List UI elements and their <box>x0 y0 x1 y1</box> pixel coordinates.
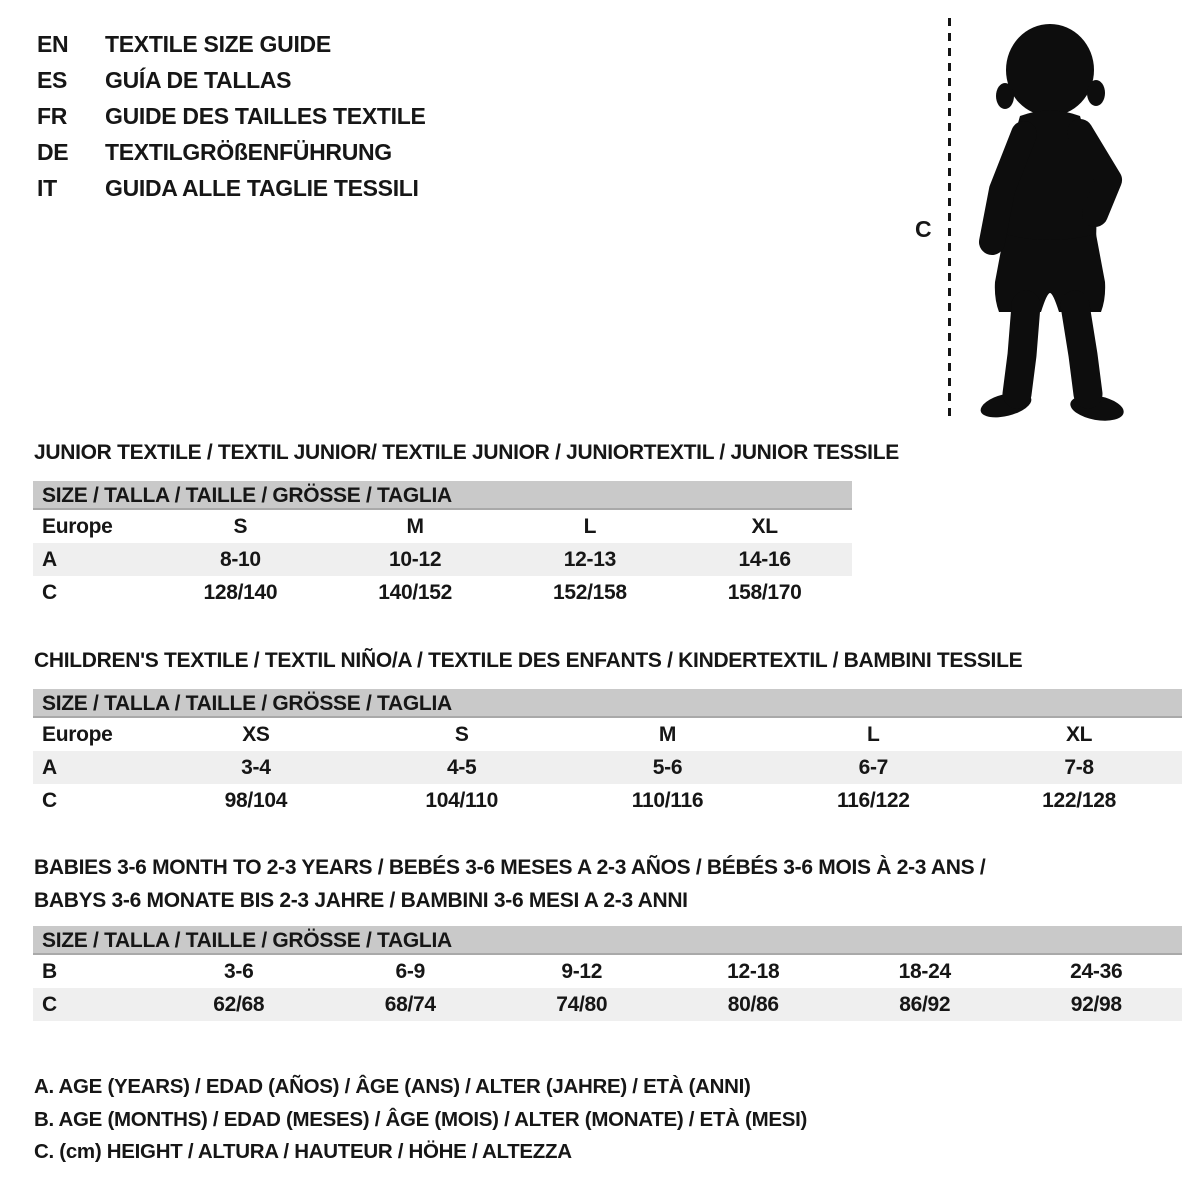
size-value: 3-4 <box>241 755 271 779</box>
size-value: 7-8 <box>1064 755 1094 779</box>
size-row-b <box>33 955 1182 988</box>
size-value: 140/152 <box>378 580 453 604</box>
guide-title: GUÍA DE TALLAS <box>105 66 292 93</box>
measure-legend <box>34 1071 807 1169</box>
size-value: 152/158 <box>552 580 627 604</box>
size-value: 116/122 <box>836 788 910 812</box>
size-header-bar: SIZE / TALLA / TAILLE / GRÖSSE / TAGLIA <box>33 481 852 510</box>
guide-title: TEXTILGRÖßENFÜHRUNG <box>105 138 392 165</box>
size-value: 62/68 <box>213 992 265 1016</box>
size-value: 6-7 <box>858 755 889 779</box>
size-value: S <box>454 722 469 746</box>
size-value: 9-12 <box>561 959 603 983</box>
language-code: IT <box>37 174 57 201</box>
size-value: 98/104 <box>224 788 288 812</box>
size-row-a <box>33 543 852 576</box>
size-header-bar: SIZE / TALLA / TAILLE / GRÖSSE / TAGLIA <box>33 689 1182 718</box>
size-value: XL <box>751 514 778 538</box>
size-value: 110/116 <box>631 788 704 812</box>
size-value: 3-6 <box>224 959 254 983</box>
size-value: 68/74 <box>384 992 436 1016</box>
toddler-silhouette-icon <box>962 12 1152 426</box>
size-row-c <box>33 784 1182 817</box>
section-title-line: BABIES 3-6 MONTH TO 2-3 YEARS / BEBÉS 3-6 MESES A 2-3 AÑOS / BÉBÉS 3-6 MOIS À 2-3 ANS / <box>34 856 986 879</box>
language-code: DE <box>37 138 69 165</box>
size-value: 122/128 <box>1042 788 1116 812</box>
size-value: 14-16 <box>738 547 791 571</box>
size-value: L <box>867 722 880 746</box>
height-measure-label: C <box>915 216 932 242</box>
language-row-es <box>37 62 426 98</box>
language-code: EN <box>37 30 69 57</box>
size-value: 12-18 <box>727 959 780 983</box>
language-row-it <box>37 170 426 206</box>
legend-line: B. AGE (MONTHS) / EDAD (MESES) / ÂGE (MOIS) / ALTER (MONATE) / ETÀ (MESI) <box>34 1107 808 1131</box>
size-value: 104/110 <box>425 788 499 812</box>
row-label: C <box>42 580 57 604</box>
row-label: B <box>42 959 57 983</box>
row-label: A <box>42 755 57 779</box>
size-value: XL <box>1065 722 1093 746</box>
size-value: 12-13 <box>563 547 616 571</box>
row-label: C <box>42 788 57 812</box>
legend-line: C. (cm) HEIGHT / ALTURA / HAUTEUR / HÖHE / ALTEZZA <box>34 1140 572 1163</box>
size-value: M <box>658 722 677 746</box>
section-title-line: JUNIOR TEXTILE / TEXTIL JUNIOR/ TEXTILE JUNIOR / JUNIORTEXTIL / JUNIOR TESSILE <box>34 441 899 464</box>
size-value: 18-24 <box>898 959 951 983</box>
language-code: ES <box>37 66 68 93</box>
legend-line: A. AGE (YEARS) / EDAD (AÑOS) / ÂGE (ANS) / ALTER (JAHRE) / ETÀ (ANNI) <box>34 1075 751 1098</box>
language-code: FR <box>37 102 68 129</box>
size-value: 158/170 <box>727 580 802 604</box>
size-value: 6-9 <box>395 959 425 983</box>
size-table-junior <box>33 481 852 609</box>
size-value: 24-36 <box>1070 959 1123 983</box>
size-value: 74/80 <box>556 992 608 1016</box>
size-row-c <box>33 988 1182 1021</box>
size-value: M <box>406 514 424 538</box>
language-row-en <box>37 26 426 62</box>
section-title-junior <box>34 436 899 469</box>
size-value: 128/140 <box>203 580 278 604</box>
section-title-line: CHILDREN'S TEXTILE / TEXTIL NIÑO/A / TEXTILE DES ENFANTS / KINDERTEXTIL / BAMBINI TESSILE <box>34 649 1023 672</box>
size-row-europe <box>33 718 1182 751</box>
guide-title: GUIDA ALLE TAGLIE TESSILI <box>105 174 419 201</box>
size-value: 8-10 <box>219 547 261 571</box>
height-measure-dashed-line <box>948 18 951 416</box>
size-row-a <box>33 751 1182 784</box>
section-title-children <box>34 644 1022 677</box>
size-row-c <box>33 576 852 609</box>
size-value: 80/86 <box>727 992 779 1016</box>
size-header-bar: SIZE / TALLA / TAILLE / GRÖSSE / TAGLIA <box>33 926 1182 955</box>
row-label: Europe <box>42 722 113 746</box>
language-row-de <box>37 134 426 170</box>
size-value: 4-5 <box>446 755 477 779</box>
size-table-babies <box>33 926 1182 1021</box>
language-header <box>37 26 426 206</box>
size-value: 5-6 <box>652 755 683 779</box>
size-value: L <box>583 514 597 538</box>
size-value: 92/98 <box>1070 992 1122 1016</box>
size-value: S <box>233 514 248 538</box>
section-title-line: BABYS 3-6 MONATE BIS 2-3 JAHRE / BAMBINI 3-6 MESI A 2-3 ANNI <box>34 889 688 912</box>
language-row-fr <box>37 98 426 134</box>
size-value: XS <box>242 722 270 746</box>
guide-title: TEXTILE SIZE GUIDE <box>105 30 331 57</box>
size-row-europe <box>33 510 852 543</box>
row-label: A <box>42 547 57 571</box>
size-value: 10-12 <box>389 547 442 571</box>
row-label: Europe <box>42 514 113 538</box>
row-label: C <box>42 992 57 1016</box>
size-value: 86/92 <box>899 992 951 1016</box>
section-title-babies <box>34 851 985 917</box>
guide-title: GUIDE DES TAILLES TEXTILE <box>105 102 426 129</box>
size-table-children <box>33 689 1182 817</box>
